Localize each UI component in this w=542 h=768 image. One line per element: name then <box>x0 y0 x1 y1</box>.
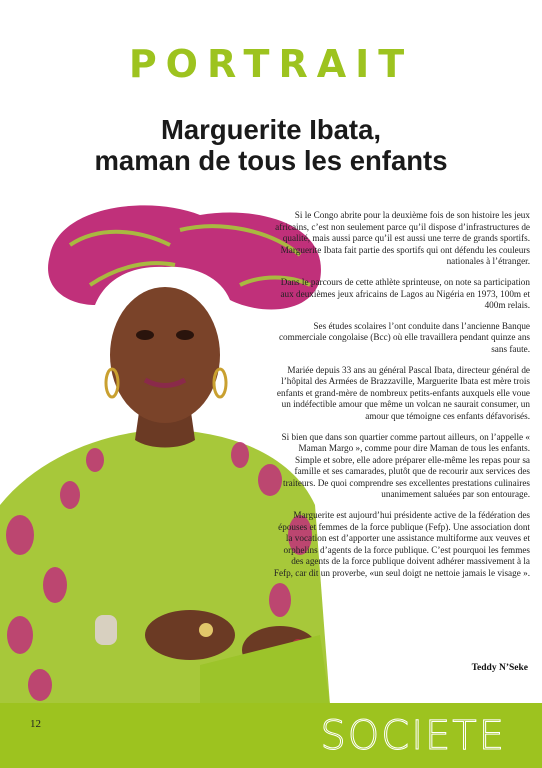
article-paragraph-3: Ses études scolaires l’ont conduite dans l’ancienne Banque commerciale congolaise (Bcc) où elle travaillera pendant quinze ans sans faute. <box>278 320 530 354</box>
article-headline <box>0 114 542 176</box>
article-body <box>272 210 530 589</box>
article-paragraph-6: Marguerite est aujourd’hui présidente active de la fédération des épouses et femmes de la force publique (Fefp). Une association dont la vocation est d’apporter une assistance multiforme aux veuves et orphelins d’agents de la force publique. C’est pourquoi les femmes des agents de la force publique doivent adhérer massivement à la Fefp, car dit un proverbe, «un seul doigt ne nettoie jamais le visage ». <box>273 510 530 579</box>
article-paragraph-2: Dans le parcours de cette athlète sprinteuse, on note sa participation aux deuxièmes jeux africains de Lagos au Nigéria en 1973, 100m et 400m relais. <box>280 276 530 311</box>
article-paragraph-4: Mariée depuis 33 ans au général Pascal Ibata, directeur général de l’hôpital des Armées de Brazzaville, Marguerite Ibata est mère trois enfants et grand-mère de nombreux petits-enfants auxquels elle voue un indéfectible amour que même un volcan ne saurait consumer, un amour que témoigne ces enfants défavorisés. <box>276 364 530 421</box>
article-paragraph-5: Si bien que dans son quartier comme partout ailleurs, on l’appelle « Maman Margo », comme pour dire Maman de tous les enfants. Simple et sobre, elle adore préparer elle-même les repas pour sa famille et ses camarades, plutôt que de recourir aux services des traiteurs. De quoi comprendre ses excellentes prestations culinaires unanimement saluées par son entourage. <box>281 431 530 500</box>
footer-section-label: SOCIETE <box>320 713 506 759</box>
headline-line-2: maman de tous les enfants <box>94 145 448 176</box>
headline-line-1: Marguerite Ibata, <box>160 114 382 145</box>
page-number: 12 <box>30 718 41 730</box>
author-byline: Teddy N’Seke <box>471 663 528 673</box>
article-paragraph-1: Si le Congo abrite pour la deuxième fois de son histoire les jeux africains, c’est non seulement parce qu’il dispose d’infrastructures de qualité, mais aussi parce qu’il est aussi une terre de grands sportifs. Marguerite Ibata fait partie des sportifs qui ont défendu les couleurs nationales à l’étranger. <box>275 210 530 267</box>
section-header: PORTRAIT <box>128 42 414 86</box>
